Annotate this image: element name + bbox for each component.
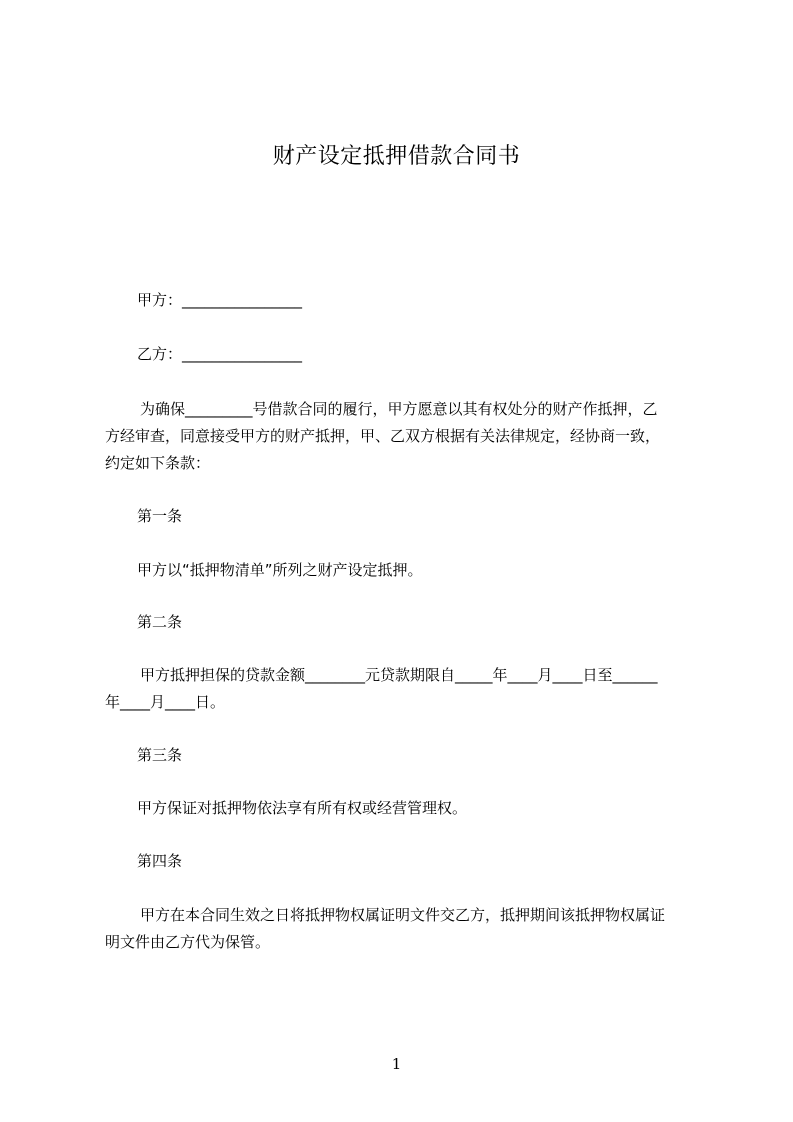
article-2-text: 年____月____日。 [105, 693, 226, 711]
article-4-text: 明文件由乙方代为保管。 [105, 933, 271, 951]
article-3-heading: 第三条 [137, 746, 183, 764]
party-b-line: 乙方：________________ [137, 345, 303, 363]
intro-line: 约定如下条款： [105, 454, 211, 472]
article-3-text: 甲方保证对抵押物依法享有所有权或经营管理权。 [137, 799, 468, 817]
intro-line: 方经审查，同意接受甲方的财产抵押，甲、乙双方根据有关法律规定，经协商一致， [105, 427, 661, 445]
article-1-text: 甲方以“抵押物清单”所列之财产设定抵押。 [137, 561, 423, 579]
article-4-text: 甲方在本合同生效之日将抵押物权属证明文件交乙方，抵押期间该抵押物权属证 [140, 906, 666, 924]
page-number: 1 [391, 1055, 402, 1073]
intro-line: 为确保_________号借款合同的履行，甲方愿意以其有权处分的财产作抵押，乙 [140, 400, 658, 418]
party-a-line: 甲方：________________ [137, 291, 303, 309]
article-2-heading: 第二条 [137, 613, 183, 631]
document-title: 财产设定抵押借款合同书 [272, 144, 521, 169]
article-1-heading: 第一条 [137, 507, 183, 525]
article-4-heading: 第四条 [137, 852, 183, 870]
article-2-text: 甲方抵押担保的贷款金额________元贷款期限自_____年____月____日至______ [140, 666, 658, 684]
